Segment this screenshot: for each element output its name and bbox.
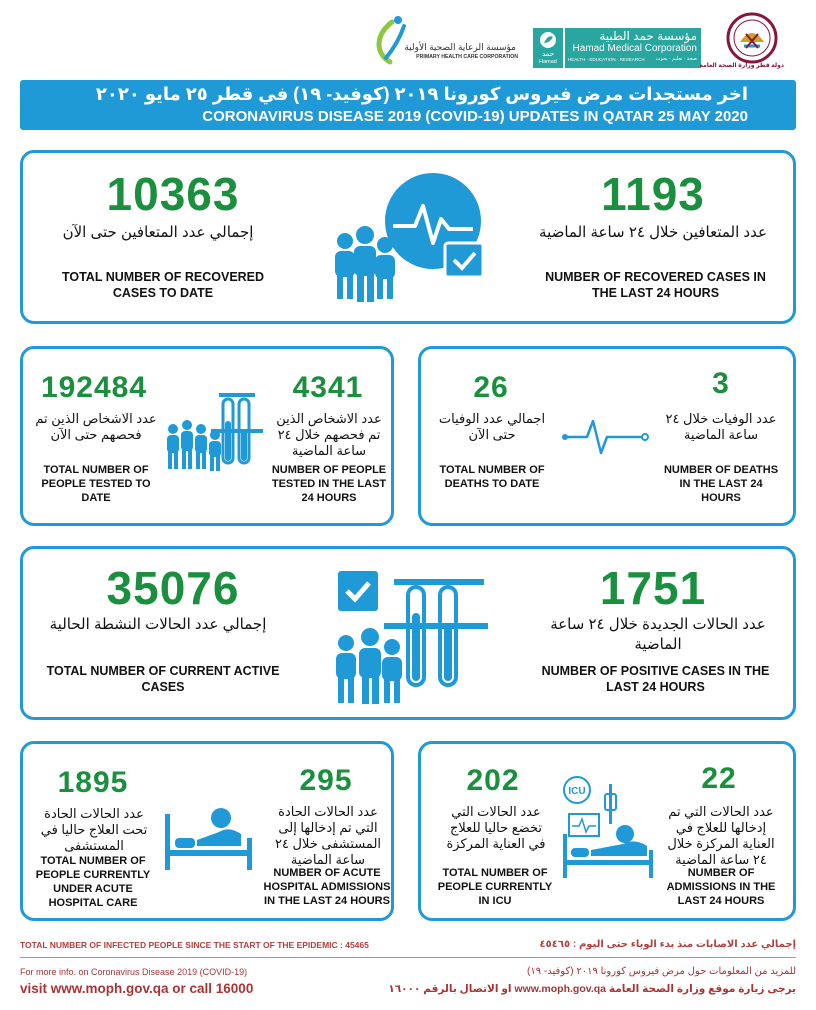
footer-visit-en[interactable]: visit www.moph.gov.qa or call 16000	[20, 981, 254, 996]
hmc-logo-leaf-icon	[538, 31, 558, 49]
tested-total-en: TOTAL NUMBER OF PEOPLE TESTED TO DATE	[41, 464, 151, 504]
footer-infected-en: TOTAL NUMBER OF INFECTED PEOPLE SINCE THE START OF THE EPIDEMIC : 45465	[20, 940, 369, 950]
header	[0, 0, 816, 80]
deaths-24h-value: 3	[712, 367, 730, 400]
moph-emblem-icon	[726, 10, 778, 66]
deaths-24h-ar: عدد الوفيات خلال ٢٤ ساعة الماضية	[665, 411, 777, 442]
tested-illustration-icon	[163, 389, 263, 479]
acute-card	[20, 741, 394, 921]
title-ar: اخر مستجدات مرض فيروس كورونا ٢٠١٩ (كوفيد- ١٩) في قطر ٢٥ مايو ٢٠٢٠	[95, 84, 748, 104]
hmc-logo-ar: مؤسسة حمد الطبية	[599, 29, 697, 43]
icu-admissions-value: 22	[701, 762, 737, 795]
active-total-value: 35076	[106, 562, 240, 614]
footer-separator	[20, 957, 796, 958]
footer-visit-ar[interactable]: يرجى زيارة موقع وزارة الصحة العامة www.moph.gov.qa او الاتصال بالرقم ١٦٠٠٠	[388, 983, 796, 995]
hmc-logo-mark-en: Hamad	[539, 59, 557, 65]
icu-admissions-en: NUMBER OF ADMISSIONS IN THE LAST 24 HOURS	[666, 867, 776, 907]
active-total-en: TOTAL NUMBER OF CURRENT ACTIVE CASES	[46, 664, 280, 694]
icu-current-en: TOTAL NUMBER OF PEOPLE CURRENTLY IN ICU	[437, 867, 553, 907]
hmc-logo-mark-box	[533, 28, 563, 68]
phcc-logo-mark-icon	[370, 14, 410, 64]
deaths-total-value: 26	[473, 371, 509, 404]
phcc-logo	[370, 14, 520, 74]
heartbeat-line-icon	[561, 417, 651, 457]
hmc-logo-sub-ar: صحة · تعليم · بحوث	[655, 56, 697, 62]
title-bar	[20, 80, 796, 130]
acute-current-value: 1895	[57, 766, 129, 799]
moph-logo	[699, 10, 784, 76]
deaths-card	[418, 346, 796, 526]
deaths-total-ar: اجمالي عدد الوفيات حتى الآن	[438, 411, 546, 442]
recovered-24h-ar: عدد المتعافين خلال ٢٤ ساعة الماضية	[539, 224, 767, 241]
acute-admissions-ar: عدد الحالات الحادة التي تم إدخالها إلى المستشفى خلال ٢٤ ساعة الماضية	[274, 804, 382, 867]
tested-24h-en: NUMBER OF PEOPLE TESTED IN THE LAST 24 HOURS	[271, 464, 387, 504]
footer-more-info-en: For more info. on Coronavirus Disease 2019 (COVID-19)	[20, 967, 248, 977]
active-new-ar: عدد الحالات الجديدة خلال ٢٤ ساعة الماضية	[550, 616, 766, 653]
acute-current-en: TOTAL NUMBER OF PEOPLE CURRENTLY UNDER ACUTE HOSPITAL CARE	[35, 855, 151, 909]
hospital-bed-icon	[161, 804, 261, 874]
icu-bed-illustration-icon	[559, 774, 659, 884]
acute-current-ar: عدد الحالات الحادة تحت العلاج حاليا في المستشفى	[40, 806, 148, 853]
deaths-total-en: TOTAL NUMBER OF DEATHS TO DATE	[439, 464, 545, 490]
moph-logo-ar: دولة قطر وزارة الصحة العامة	[699, 63, 784, 69]
recovered-card	[20, 150, 796, 324]
recovered-illustration-icon	[323, 171, 503, 311]
title-en: CORONAVIRUS DISEASE 2019 (COVID-19) UPDATES IN QATAR 25 MAY 2020	[202, 108, 748, 125]
phcc-logo-ar: مؤسسة الرعاية الصحية الأولية	[404, 42, 516, 52]
hmc-logo-text-box	[565, 28, 701, 68]
recovered-total-value: 10363	[106, 168, 240, 220]
tested-total-ar: عدد الاشخاص الذين تم فحصهم حتى الآن	[35, 411, 157, 442]
acute-admissions-value: 295	[299, 764, 353, 797]
recovered-24h-en: NUMBER OF RECOVERED CASES IN THE LAST 24 HOURS	[545, 270, 766, 300]
footer-infected-ar: إجمالي عدد الاصابات منذ بدء الوباء حتى اليوم : ٤٥٤٦٥	[539, 939, 796, 950]
tested-24h-ar: عدد الاشخاص الذين تم فحصهم خلال ٢٤ ساعة الماضية	[276, 411, 382, 458]
icu-card	[418, 741, 796, 921]
tested-card	[20, 346, 394, 526]
hmc-logo-mark: حمد	[541, 51, 555, 58]
phcc-logo-en: PRIMARY HEALTH CARE CORPORATION	[416, 54, 518, 60]
hmc-logo-sub: HEALTH · EDUCATION · RESEARCH	[568, 57, 645, 62]
active-new-value: 1751	[599, 562, 707, 614]
icu-current-ar: عدد الحالات التي تخضع حاليا للعلاج في العناية المركزة	[446, 804, 546, 851]
recovered-24h-value: 1193	[601, 168, 705, 220]
hmc-logo	[533, 28, 703, 68]
tested-24h-value: 4341	[292, 371, 364, 404]
active-new-en: NUMBER OF POSITIVE CASES IN THE LAST 24 HOURS	[541, 664, 770, 694]
icu-current-value: 202	[466, 764, 520, 797]
deaths-24h-en: NUMBER OF DEATHS IN THE LAST 24 HOURS	[663, 464, 779, 504]
icu-sign-icon: ICU	[568, 786, 586, 797]
recovered-total-en: TOTAL NUMBER OF RECOVERED CASES TO DATE	[61, 270, 265, 300]
active-illustration-icon	[328, 567, 498, 707]
icu-admissions-ar: عدد الحالات التي تم إدخالها للعلاج في العناية المركزة خلال ٢٤ ساعة الماضية	[667, 804, 775, 867]
recovered-total-ar: إجمالي عدد المتعافين حتى الآن	[62, 224, 254, 241]
footer-more-info-ar: للمزيد من المعلومات حول مرض فيروس كورونا ٢٠١٩ (كوفيد- ١٩)	[527, 966, 796, 977]
acute-admissions-en: NUMBER OF ACUTE HOSPITAL ADMISSIONS IN THE LAST 24 HOURS	[263, 867, 391, 907]
hmc-logo-en: Hamad Medical Corporation	[572, 43, 697, 54]
active-card	[20, 546, 796, 720]
tested-total-value: 192484	[40, 371, 148, 404]
active-total-ar: إجمالي عدد الحالات النشطة الحالية	[49, 616, 267, 633]
